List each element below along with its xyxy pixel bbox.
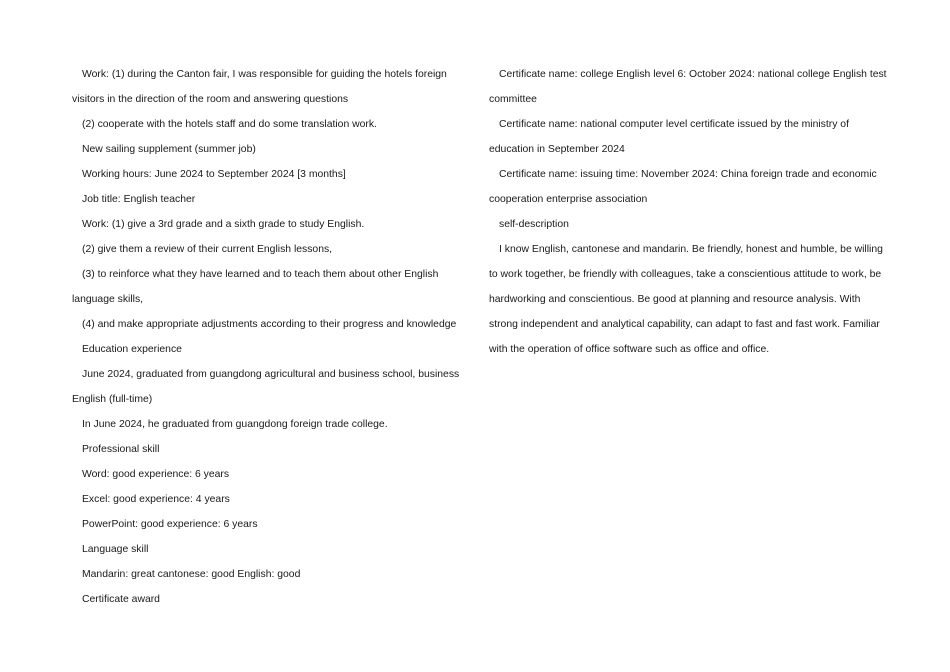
paragraph: New sailing supplement (summer job) (82, 144, 256, 155)
paragraph: Work: (1) give a 3rd grade and a sixth grade to study English. (82, 219, 365, 230)
paragraph: (2) give them a review of their current English lessons, (82, 244, 333, 255)
section-heading: self-description (499, 219, 569, 230)
paragraph: Certificate name: national computer level certificate issued by the ministry of education in September 2024 (489, 119, 849, 155)
section-heading: Certificate award (82, 594, 160, 605)
paragraph: (3) to reinforce what they have learned and to teach them about other English language skills, (72, 269, 439, 305)
paragraph: Mandarin: great cantonese: good English: good (82, 569, 301, 580)
right-column (489, 62, 887, 362)
paragraph: PowerPoint: good experience: 6 years (82, 519, 258, 530)
paragraph: June 2024, graduated from guangdong agricultural and business school, business English (full-time) (72, 369, 460, 405)
paragraph: Excel: good experience: 4 years (82, 494, 230, 505)
section-heading: Language skill (82, 544, 149, 555)
paragraph: Working hours: June 2024 to September 2024 [3 months] (82, 169, 346, 180)
paragraph: Job title: English teacher (82, 194, 196, 205)
paragraph: Work: (1) during the Canton fair, I was responsible for guiding the hotels foreign visitors in the direction of the room and answering questions (72, 69, 447, 105)
paragraph: (2) cooperate with the hotels staff and do some translation work. (82, 119, 377, 130)
paragraph: In June 2024, he graduated from guangdong foreign trade college. (82, 419, 388, 430)
section-heading: Professional skill (82, 444, 160, 455)
section-heading: Education experience (82, 344, 182, 355)
paragraph: Certificate name: college English level 6: October 2024: national college English test committee (489, 69, 887, 105)
paragraph: Certificate name: issuing time: November 2024: China foreign trade and economic cooperation enterprise association (489, 169, 877, 205)
left-column (72, 62, 464, 612)
paragraph: (4) and make appropriate adjustments according to their progress and knowledge (82, 319, 457, 330)
paragraph: I know English, cantonese and mandarin. Be friendly, honest and humble, be willing to work together, be friendly with colleagues, take a conscientious attitude to work, be hardworking and conscientious. Be good at planning and resource analysis. With strong independent and analytical capability, can adapt to fast and fast work. Familiar with the operation of office software such as office and office. (489, 244, 883, 355)
paragraph: Word: good experience: 6 years (82, 469, 230, 480)
